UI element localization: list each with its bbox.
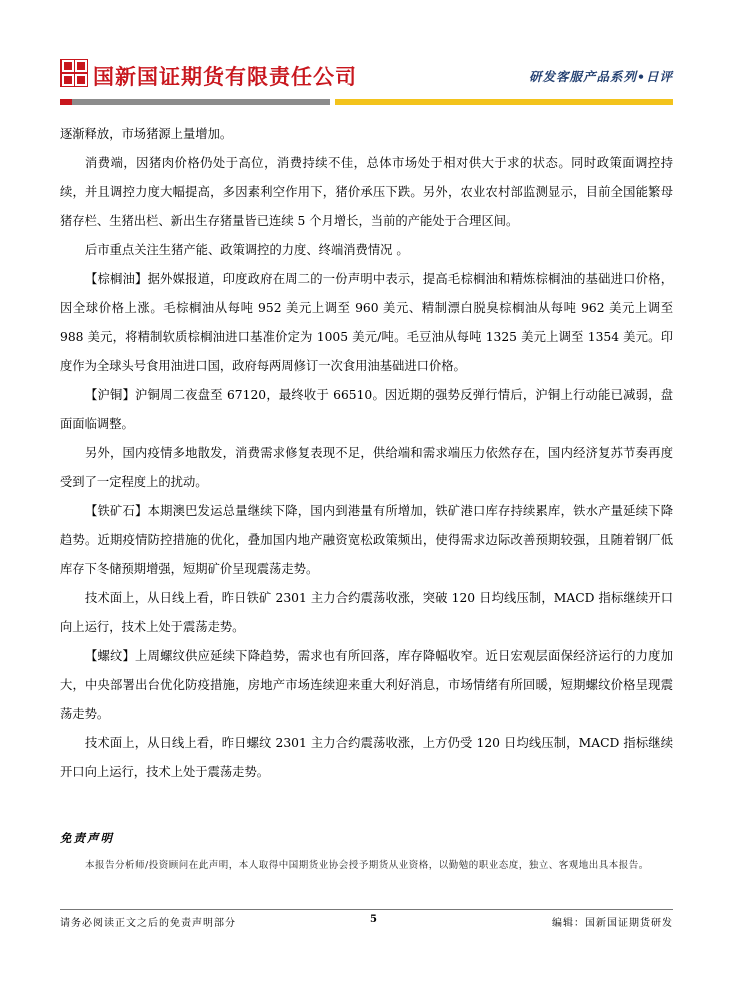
paragraph-palm-oil: 【棕榈油】据外媒报道，印度政府在周二的一份声明中表示，提高毛棕榈油和精炼棕榈油的基础进口价格，因全球价格上涨。毛棕榈油从每吨 952 美元上调至 960 美元、精制漂白脱臭棕榈油从每吨 962 美元上调至 988 美元，将精制软质棕榈油进口基准价定为 1005 美元/吨。毛豆油从每吨 1325 美元上调至 1354 美元。印度作为全球头号食用油进口国，政府每两周修订一次食用油基础进口价格。 — [60, 272, 673, 373]
paragraph-hog-supply: 逐渐释放，市场猪源上量增加。 — [60, 127, 233, 141]
paragraph-rebar-technical: 技术面上，从日线上看，昨日螺纹 2301 主力合约震荡收涨，上方仍受 120 日均线压制，MACD 指标继续开口向上运行，技术上处于震荡走势。 — [60, 736, 673, 779]
paragraph-hog-outlook: 后市重点关注生猪产能、政策调控的力度、终端消费情况 。 — [85, 243, 409, 257]
page-number: 5 — [370, 914, 377, 925]
header-divider-red — [60, 99, 72, 105]
paragraph-hog-demand: 消费端，因猪肉价格仍处于高位，消费持续不佳，总体市场处于相对供大于求的状态。同时政策面调控持续，并且调控力度大幅提高，多因素利空作用下，猪价承压下跌。另外，农业农村部监测显示，目前全国能繁母猪存栏、生猪出栏、新出生存猪量皆已连续 5 个月增长，当前的产能处于合理区间。 — [60, 156, 673, 228]
company-seal-logo — [60, 59, 88, 87]
paragraph-copper-macro: 另外，国内疫情多地散发，消费需求修复表现不足，供给端和需求端压力依然存在，国内经济复苏节奏再度受到了一定程度上的扰动。 — [60, 446, 673, 489]
header-divider-yellow — [335, 99, 673, 105]
footer-editor: 编辑：国新国证期货研发 — [552, 918, 673, 929]
disclaimer-text: 本报告分析师/投资顾问在此声明，本人取得中国期货业协会授予期货从业资格，以勤勉的职业态度，独立、客观地出具本报告。 — [85, 860, 649, 871]
paragraph-rebar: 【螺纹】上周螺纹供应延续下降趋势，需求也有所回落，库存降幅收窄。近日宏观层面保经济运行的力度加大，中央部署出台优化防疫措施，房地产市场连续迎来重大利好消息，市场情绪有所回暖，短期螺纹价格呈现震荡走势。 — [60, 649, 673, 721]
page-header — [60, 55, 673, 110]
report-series-title: 研发客服产品系列•日评 — [529, 69, 673, 84]
company-name: 国新国证期货有限责任公司 — [93, 65, 357, 89]
disclaimer-title: 免责声明 — [60, 831, 114, 845]
report-body — [60, 120, 673, 787]
paragraph-copper: 【沪铜】沪铜周二夜盘至 67120，最终收于 66510。因近期的强势反弹行情后，沪铜上行动能已减弱，盘面面临调整。 — [60, 388, 673, 431]
paragraph-iron-ore: 【铁矿石】本期澳巴发运总量继续下降，国内到港量有所增加，铁矿港口库存持续累库，铁水产量延续下降趋势。近期疫情防控措施的优化，叠加国内地产融资宽松政策频出，使得需求边际改善预期较强，且随着钢厂低库存下冬储预期增强，短期矿价呈现震荡走势。 — [60, 504, 673, 576]
header-divider-gray — [60, 99, 330, 105]
footer-divider — [60, 909, 673, 910]
footer-notice: 请务必阅读正文之后的免责声明部分 — [60, 918, 236, 929]
disclaimer-section — [60, 830, 673, 875]
paragraph-iron-ore-technical: 技术面上，从日线上看，昨日铁矿 2301 主力合约震荡收涨，突破 120 日均线压制，MACD 指标继续开口向上运行，技术上处于震荡走势。 — [60, 591, 673, 634]
